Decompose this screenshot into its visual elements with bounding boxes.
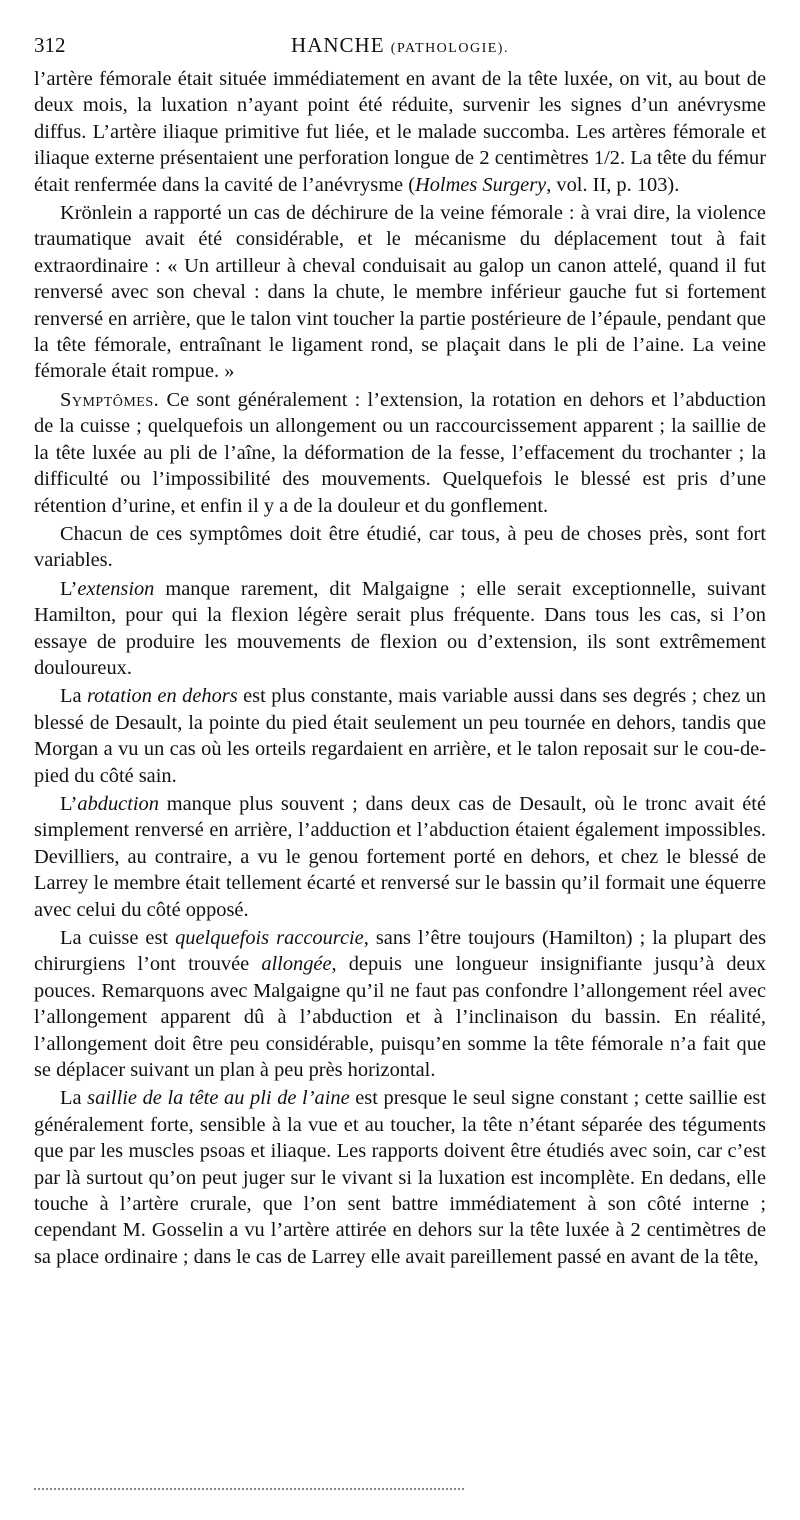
italic-text: Holmes Surgery [415,173,547,196]
italic-text: allongée [261,953,332,976]
italic-text: abduction [77,792,159,815]
text-segment: , sans l’être toujours (Hamilton) ; la plupart des chirurgiens l’ont trouvée [34,927,767,976]
body-text [34,66,766,1272]
paragraph [34,925,766,1083]
page-number: 312 [34,33,66,57]
paragraph [34,1085,766,1270]
italic-text: rotation en dehors [86,685,238,708]
text-segment: Ce sont généralement : l’extension, la rotation en dehors et l’abduction de la cuisse ; quelquefois un allongement ou un raccourcissement apparent ; la saillie de la tête luxée au pli de l’aîne, la déformation de la fesse, l’effacement du trochanter ; la difficulté ou l’impossibilité des mouvements. Quelquefois le blessé est pris d’une rétention d’urine, et enfin il y a de la douleur et du gonflement. [34,388,766,517]
text-segment: manque rarement, dit Malgaigne ; elle serait exceptionnelle, suivant Hamilton, pour qui la flexion légère serait plus fréquente. Dans tous les cas, si l’on essaye de produire les mouvements de flexion ou d’extension, ils sont extrêmement douloureux. [34,577,766,679]
paragraph [34,66,766,198]
text-segment: La [60,685,87,708]
running-title-subtitle: (PATHOLOGIE). [390,41,509,56]
italic-text: quelquefois raccourcie [175,927,364,949]
running-title-main: HANCHE [291,33,385,57]
text-segment: La cuisse est [60,927,176,949]
text-segment: L’ [60,792,78,815]
paragraph [34,521,766,574]
italic-text: saillie de la tête au pli de l’aine [87,1087,350,1110]
section-heading: Symptômes. [60,388,160,411]
paragraph [34,576,766,682]
paragraph [34,387,766,519]
paragraph [34,791,766,923]
running-title [34,30,766,64]
page-header [34,30,766,60]
text-segment: Krönlein a rapporté un cas de déchirure de la veine fémorale : à vrai dire, la violence traumatique avait été considérable, et le mécanisme du déplacement tout à fait extraordinaire : « Un artilleur à cheval conduisait au galop un canon attelé, quand il fut renversé avec son cheval : dans la chute, le membre inférieur gauche fut si fortement renversé en arrière, que le talon vint toucher la partie postérieure de l’épaule, pendant que la tête fémorale, entraînant le ligament rond, se plaçait dans le pli de l’aine. La veine fémorale était rompue. » [34,202,766,383]
text-segment: La [60,1087,88,1110]
text-segment: , depuis une longueur insignifiante jusqu’à deux pouces. Remarquons avec Malgaigne qu’il ne faut pas confondre l’allongement réel avec l’allongement apparent dû à l’abduction et à l’inclinaison du bassin. En réalité, l’allongement doit être peu considérable, puisqu’en somme la tête fémorale n’a fait que se déplacer suivant un plan à peu près horizontal. [34,953,766,1082]
text-segment: l’artère fémorale était située immédiatement en avant de la tête luxée, on vit, au bout de deux mois, la luxation n’ayant point été réduite, survenir les signes d’un anévrysme diffus. L’artère iliaque primitive fut liée, et le malade succomba. Les artères fémorale et iliaque externe présentaient une perforation longue de 2 centimètres 1/2. La tête du fémur était renfermée dans la cavité de l’anévrysme ( [34,68,766,196]
paragraph [34,683,766,789]
text-segment: , vol. II, p. 103). [546,173,680,196]
footer-rule [34,1488,464,1492]
text-segment: est plus constante, mais variable aussi dans ses degrés ; chez un blessé de Desault, la pointe du pied était seulement un peu tournée en dehors, tandis que Morgan a vu un cas où les orteils regardaient en arrière, et le talon reposait sur le cou-de-pied du côté sain. [34,685,766,787]
paragraph [34,200,766,385]
text-segment: Chacun de ces symptômes doit être étudié, car tous, à peu de choses près, sont fort variables. [34,522,766,572]
text-segment: manque plus souvent ; dans deux cas de Desault, où le tronc avait été simplement renversé en arrière, l’adduction et l’abduction étaient également impossibles. Devilliers, au contraire, a vu le genou fortement porté en dehors, et chez le blessé de Larrey le membre était tellement écarté et renversé sur le bassin qu’il formait une équerre avec celui du côté opposé. [34,792,766,921]
text-segment: L’ [60,577,78,600]
text-segment: est presque le seul signe constant ; cette saillie est généralement forte, sensible à la vue et au toucher, la tête n’étant séparée des téguments que par les muscles psoas et iliaque. Les rapports doivent être étudiés avec soin, car c’est par là surtout qu’on peut juger sur le vivant si la luxation est incomplète. En dedans, elle touche à l’artère crurale, que l’on sent battre immédiatement à son côté interne ; cependant M. Gosselin a vu l’artère attirée en dehors sur la tête luxée à 2 centimètres de sa place ordinaire ; dans le cas de Larrey elle avait pareillement passé en avant de la tête, [34,1087,766,1268]
italic-text: extension [77,577,155,600]
